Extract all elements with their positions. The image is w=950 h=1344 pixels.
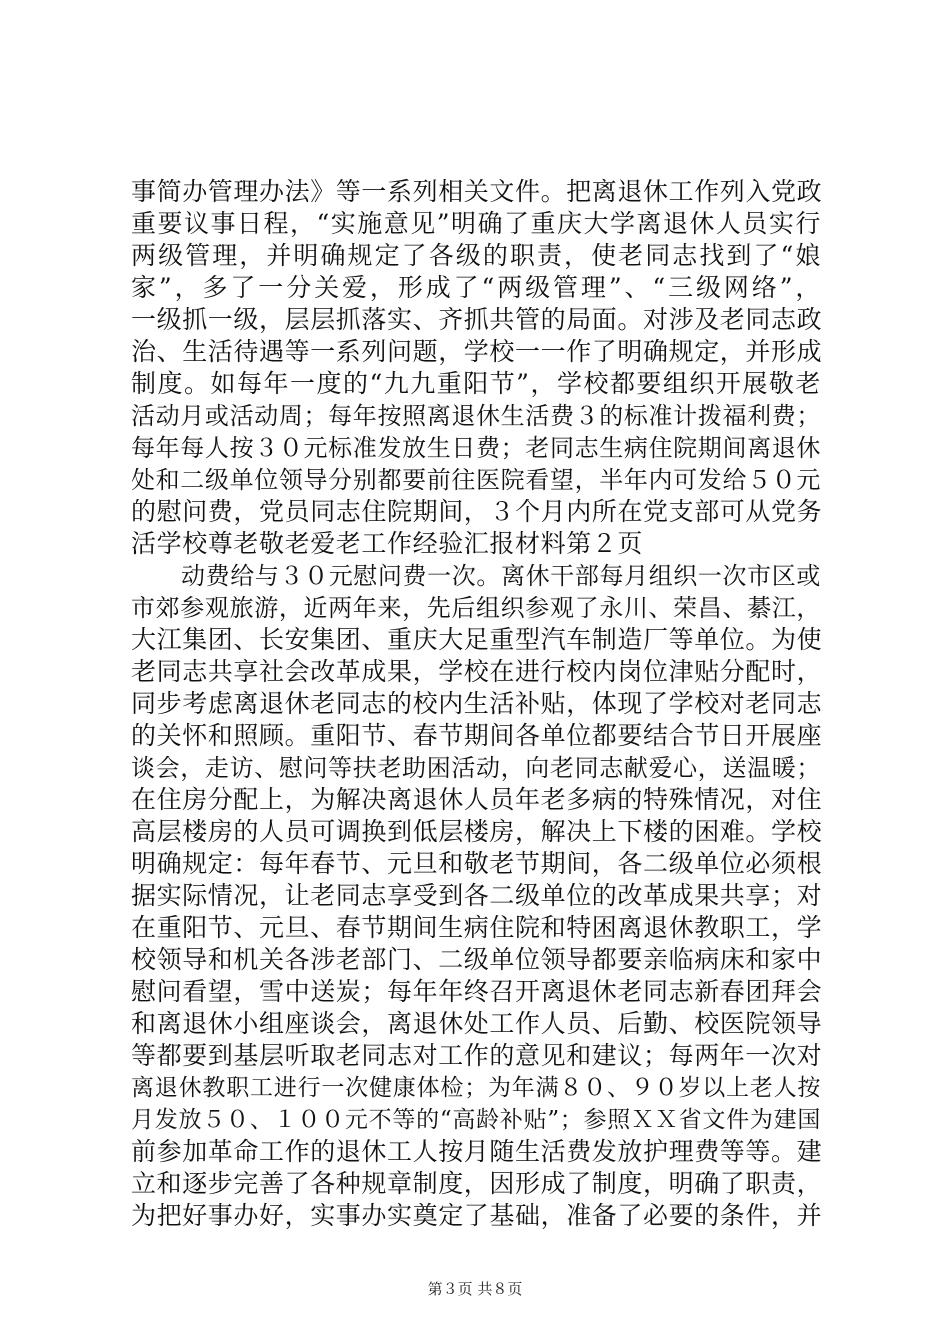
body-line: 事简办管理办法》等一系列相关文件。把离退休工作列入党政 [131, 177, 823, 206]
body-line: 前参加革命工作的退休工人按月随生活费发放护理费等等。建 [131, 1137, 823, 1166]
body-line: 的慰问费，党员同志住院期间，３个月内所在党支部可从党务 [131, 497, 823, 526]
body-line: 活动月或活动周；每年按照离退休生活费３的标准计拨福利费； [131, 402, 821, 430]
paragraph-start-line: 动费给与３０元慰问费一次。离休干部每月组织一次市区或 [181, 562, 821, 590]
body-line: 慰问看望，雪中送炭；每年年终召开离退休老同志新春团拜会 [131, 977, 823, 1006]
body-line: 每年每人按３０元标准发放生日费；老同志生病住院期间离退休 [131, 434, 821, 462]
document-body [131, 176, 821, 1232]
body-line: 同步考虑离退休老同志的校内生活补贴，体现了学校对老同志 [131, 689, 823, 718]
body-line: 两级管理，并明确规定了各级的职责，使老同志找到了“娘 [131, 241, 821, 270]
page-footer: 第３页 共８页 [427, 1280, 523, 1298]
body-line: 高层楼房的人员可调换到低层楼房，解决上下楼的困难。学校 [131, 817, 823, 846]
body-line: 处和二级单位领导分别都要前往医院看望，半年内可发给５０元 [131, 466, 821, 494]
body-line: 家”，多了一分关爱，形成了“两级管理”、“三级网络”， [131, 273, 821, 302]
body-line: 和离退休小组座谈会，离退休处工作人员、后勤、校医院领导 [131, 1009, 823, 1038]
body-line: 一级抓一级，层层抓落实、齐抓共管的局面。对涉及老同志政 [131, 305, 823, 334]
body-line: 的关怀和照顾。重阳节、春节期间各单位都要结合节日开展座 [131, 721, 823, 750]
body-line: 老同志共享社会改革成果，学校在进行校内岗位津贴分配时， [131, 657, 823, 686]
body-line: 活学校尊老敬老爱老工作经验汇报材料第２页 [131, 529, 644, 558]
body-line: 在重阳节、元旦、春节期间生病住院和特困离退休教职工，学 [131, 913, 823, 942]
body-line: 谈会，走访、慰问等扶老助困活动，向老同志献爱心，送温暖； [131, 754, 821, 782]
body-line: 大江集团、长安集团、重庆大足重型汽车制造厂等单位。为使 [131, 625, 823, 654]
body-line: 等都要到基层听取老同志对工作的意见和建议；每两年一次对 [131, 1041, 823, 1070]
body-line: 治、生活待遇等一系列问题，学校一一作了明确规定，并形成 [131, 337, 823, 366]
body-line: 为把好事办好，实事办实奠定了基础，准备了必要的条件，并 [131, 1201, 823, 1230]
body-line: 校领导和机关各涉老部门、二级单位领导都要亲临病床和家中 [131, 945, 823, 974]
body-line: 在住房分配上，为解决离退休人员年老多病的特殊情况，对住 [131, 785, 823, 814]
body-line: 立和逐步完善了各种规章制度，因形成了制度，明确了职责， [131, 1169, 823, 1198]
body-line: 离退休教职工进行一次健康体检；为年满８０、９０岁以上老人按 [131, 1075, 821, 1101]
body-line: 月发放５０、１００元不等的“高龄补贴”；参照ＸＸ省文件为建国 [131, 1107, 821, 1133]
body-line: 重要议事日程，“实施意见”明确了重庆大学离退休人员实行 [131, 209, 821, 238]
body-line: 制度。如每年一度的“九九重阳节”，学校都要组织开展敬老 [131, 369, 821, 398]
body-line: 明确规定：每年春节、元旦和敬老节期间，各二级单位必须根 [131, 849, 823, 878]
body-line: 据实际情况，让老同志享受到各二级单位的改革成果共享；对 [131, 881, 823, 910]
body-line: 市郊参观旅游，近两年来，先后组织参观了永川、荣昌、綦江， [131, 594, 821, 622]
